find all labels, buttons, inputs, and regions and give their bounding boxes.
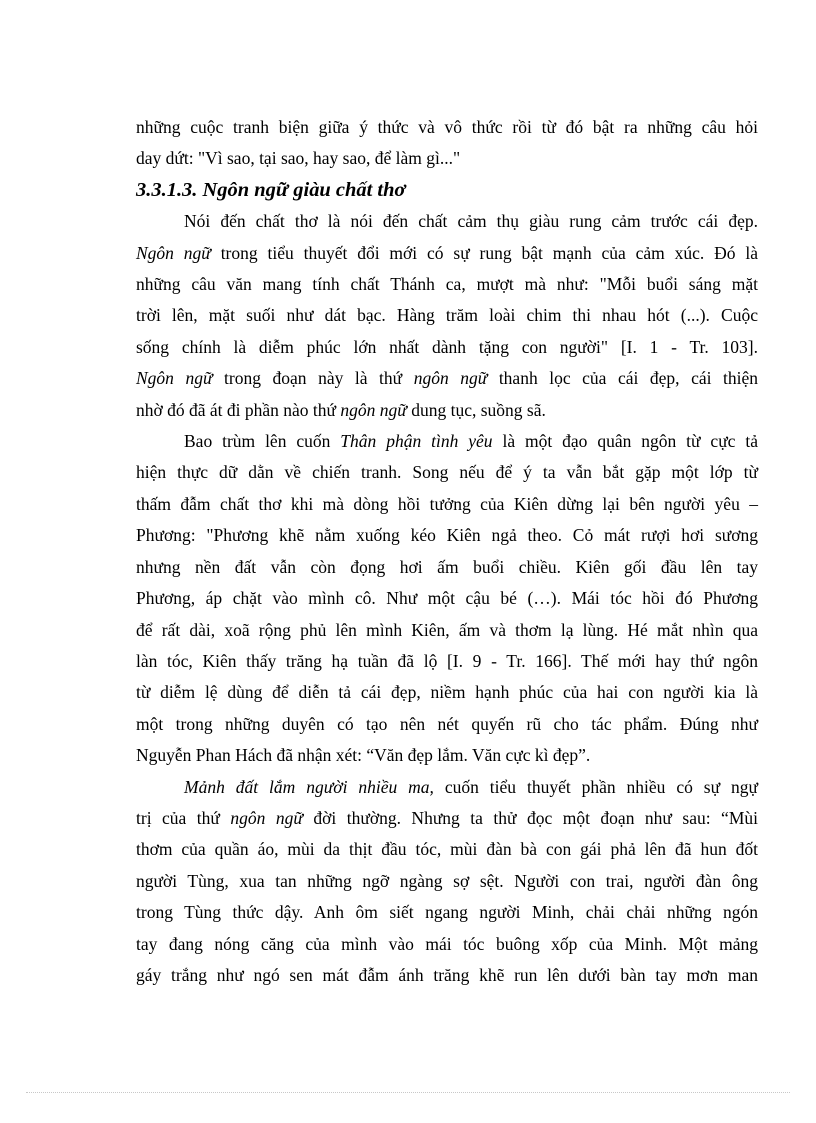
- italic-term: Ngôn ngữ: [136, 368, 213, 389]
- text-line: hiện thực dữ dằn về chiến tranh. Song nếu để ý ta vẫn bắt gặp một lớp từ: [136, 462, 758, 483]
- text-line: từ diễm lệ dùng để diễn tả cái đẹp, niềm hạnh phúc của hai con người kia là: [136, 682, 758, 703]
- text-line: làn tóc, Kiên thấy trăng hạ tuần đã lộ [I. 9 - Tr. 166]. Thế mới hay thứ ngôn: [136, 650, 758, 671]
- text-line: nhưng nền đất vẫn còn đọng hơi ấm buổi chiều. Kiên gối đầu lên tay: [136, 556, 758, 577]
- italic-term: Ngôn ngữ: [136, 242, 211, 263]
- text-line: một trong những duyên có tạo nên nét quyến rũ cho tác phẩm. Đúng như: [136, 713, 758, 734]
- text-line: Mảnh đất lắm người nhiều ma, cuốn tiểu thuyết phần nhiều có sự ngự: [184, 776, 758, 797]
- book-title: Thân phận tình yêu: [340, 431, 493, 452]
- document-body: [136, 112, 758, 991]
- text-line: thơm của quần áo, mùi da thịt đầu tóc, mùi đàn bà con gái phả lên đã hun đốt: [136, 839, 758, 860]
- text-line: Ngôn ngữ trong đoạn này là thứ ngôn ngữ thanh lọc của cái đẹp, cái thiện: [136, 368, 759, 389]
- paragraph-poetic-language: [136, 206, 758, 426]
- book-title: Mảnh đất lắm người nhiều ma,: [184, 776, 434, 797]
- text-line: trong Tùng thức dậy. Anh ôm siết ngang người Minh, chải chải những ngón: [136, 902, 758, 923]
- text-line: trị của thứ ngôn ngữ đời thường. Nhưng ta thử đọc một đoạn như sau: “Mùi: [136, 807, 758, 828]
- text-line: sống chính là diễm phúc lớn nhất dành tặng con người" [I. 1 - Tr. 103].: [136, 336, 758, 357]
- text-line: thấm đẫm chất thơ khi mà dòng hồi tưởng của Kiên dừng lại bên người yêu –: [136, 493, 758, 514]
- paragraph-manh-dat: [136, 772, 758, 992]
- text-line: tay đang nóng căng của mình vào mái tóc buông xốp của Minh. Một mảng: [136, 933, 758, 954]
- text-line: trời lên, mặt suối như dát bạc. Hàng trăm loài chim thi nhau hót (...). Cuộc: [136, 305, 758, 326]
- text-line: Nói đến chất thơ là nói đến chất cảm thụ giàu rung cảm trước cái đẹp.: [184, 211, 758, 232]
- text-line: Phương, áp chặt vào mình cô. Như một cậu bé (…). Mái tóc hồi đó Phương: [136, 588, 758, 609]
- italic-term: ngôn ngữ: [230, 807, 303, 828]
- paragraph-than-phan-tinh-yeu: [136, 426, 758, 771]
- text-line: day dứt: "Vì sao, tại sao, hay sao, để làm gì...": [136, 148, 461, 169]
- paragraph-continuation: [136, 112, 758, 175]
- text-line: những câu văn mang tính chất Thánh ca, mượt mà như: "Mỗi buổi sáng mặt: [136, 274, 758, 295]
- page-footer-divider: [26, 1092, 790, 1093]
- text-line: Phương: "Phương khẽ nằm xuống kéo Kiên ngả theo. Cỏ mát rượi hơi sương: [136, 525, 758, 546]
- text-line: Bao trùm lên cuốn Thân phận tình yêu là một đạo quân ngôn từ cực tả: [184, 431, 758, 452]
- text-line: Ngôn ngữ trong tiểu thuyết đổi mới có sự rung bật mạnh của cảm xúc. Đó là: [136, 242, 758, 263]
- italic-term: ngôn ngữ: [340, 399, 407, 420]
- section-heading: 3.3.1.3. Ngôn ngữ giàu chất thơ: [136, 178, 406, 201]
- text-line: để rất dài, xoã rộng phủ lên mình Kiên, ấm và thơm lạ lùng. Hé mắt nhìn qua: [136, 619, 758, 640]
- text-line: những cuộc tranh biện giữa ý thức và vô thức rồi từ đó bật ra những câu hỏi: [136, 117, 758, 137]
- text-line: nhờ đó đã át đi phần nào thứ ngôn ngữ dung tục, suồng sã.: [136, 399, 546, 420]
- text-line: Nguyễn Phan Hách đã nhận xét: “Văn đẹp lắm. Văn cực kì đẹp”.: [136, 745, 591, 766]
- text-line: người Tùng, xua tan những ngỡ ngàng sợ sệt. Người con trai, người đàn ông: [136, 870, 758, 891]
- text-line: gáy trắng như ngó sen mát đẫm ánh trăng khẽ run lên dưới bàn tay mơn man: [136, 964, 758, 985]
- italic-term: ngôn ngữ: [413, 368, 488, 389]
